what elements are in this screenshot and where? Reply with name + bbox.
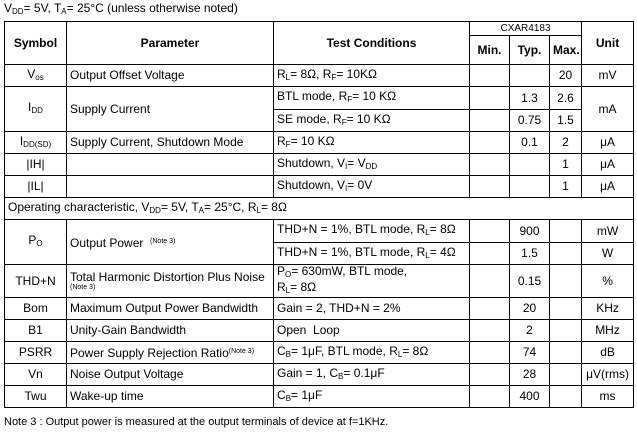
symbol-cell: PSRR [5, 342, 67, 364]
symbol-cell: Vn [5, 364, 67, 386]
parameter-cell [67, 154, 274, 176]
min-cell [470, 243, 510, 265]
min-cell [470, 298, 510, 320]
min-cell [470, 342, 510, 364]
table-row [5, 320, 634, 342]
symbol-cell: $P_O$ [5, 220, 67, 265]
typ-cell: 2 [510, 320, 550, 342]
min-cell [470, 65, 510, 87]
condition-cell: Gain = 1, $C_B= 0.1\mu F$ [274, 364, 470, 386]
unit-cell: μA [582, 132, 634, 154]
header-max: Max. [550, 36, 582, 65]
parameter-cell: Supply Current, Shutdown Mode [67, 132, 274, 154]
parameter-cell: Power Supply Rejection Ratio$^{(Note 3)}$ [67, 342, 274, 364]
min-cell [470, 386, 510, 408]
header-test-conditions: Test Conditions [274, 22, 470, 65]
symbol-cell: $I_{DD(SD)}$ [5, 132, 67, 154]
unit-cell: μV(rms) [582, 364, 634, 386]
section-header-row [5, 198, 634, 220]
parameter-cell: Wake-up time [67, 386, 274, 408]
max-cell [550, 265, 582, 298]
min-cell [470, 265, 510, 298]
max-cell [550, 364, 582, 386]
condition-cell: THD+N = 1%, BTL mode, $R_L= 4\Omega$ [274, 243, 470, 265]
typ-cell: 20 [510, 298, 550, 320]
unit-cell: W [582, 243, 634, 265]
max-cell [550, 386, 582, 408]
table-row [5, 342, 634, 364]
table-row [5, 386, 634, 408]
table-row [5, 265, 634, 298]
symbol-cell: |IH| [5, 154, 67, 176]
min-cell [470, 132, 510, 154]
header-min: Min. [470, 36, 510, 65]
max-cell: 1 [550, 176, 582, 198]
typ-cell [510, 65, 550, 87]
parameter-cell: Supply Current [67, 87, 274, 132]
symbol-cell: |IL| [5, 176, 67, 198]
unit-cell: mA [582, 87, 634, 132]
unit-cell: μA [582, 154, 634, 176]
header-typ: Typ. [510, 36, 550, 65]
condition-cell: $C_B= 1\mu F$ [274, 386, 470, 408]
table-row [5, 176, 634, 198]
typ-cell: 400 [510, 386, 550, 408]
typ-cell: 0.15 [510, 265, 550, 298]
condition-cell: BTL mode, $R_F= 10$ KΩ [274, 87, 470, 110]
max-cell [550, 298, 582, 320]
table-row [5, 132, 634, 154]
unit-cell: dB [582, 342, 634, 364]
max-cell: 20 [550, 65, 582, 87]
table-row [5, 87, 634, 110]
max-cell [550, 243, 582, 265]
typ-cell [510, 176, 550, 198]
conditions-line: $V_{DD}= 5V$, $T_A= 25^\circ C$ (unless otherwise noted) [4, 1, 238, 16]
symbol-cell: Twu [5, 386, 67, 408]
parameter-cell: Total Harmonic Distortion Plus Noise (Note 3) [67, 265, 274, 298]
typ-cell: 0.1 [510, 132, 550, 154]
parameter-cell [67, 176, 274, 198]
typ-cell: 0.75 [510, 110, 550, 132]
min-cell [470, 176, 510, 198]
section-title: Operating characteristic, $V_{DD}= 5V$, $T_A= 25^\circ C$, $R_L= 8\Omega$ [5, 198, 634, 220]
min-cell [470, 320, 510, 342]
unit-cell: mW [582, 220, 634, 243]
header-symbol: Symbol [5, 22, 67, 65]
condition-cell: THD+N = 1%, BTL mode, $R_L= 8\Omega$ [274, 220, 470, 243]
table-row [5, 65, 634, 87]
min-cell [470, 364, 510, 386]
symbol-cell: $V_{os}$ [5, 65, 67, 87]
symbol-cell: $I_{DD}$ [5, 87, 67, 132]
unit-cell: % [582, 265, 634, 298]
min-cell [470, 154, 510, 176]
symbol-cell: Bom [5, 298, 67, 320]
max-cell: 1 [550, 154, 582, 176]
condition-cell: $R_L= 8\Omega$, $R_F= 10K\Omega$ [274, 65, 470, 87]
condition-cell: $P_O= 630mW$, BTL mode, $R_L= 8\Omega$ [274, 265, 470, 298]
electrical-characteristics-table [4, 21, 634, 408]
condition-cell: Shutdown, $V_I= 0V$ [274, 176, 470, 198]
min-cell [470, 87, 510, 110]
unit-cell: ms [582, 386, 634, 408]
unit-cell: KHz [582, 298, 634, 320]
typ-cell: 28 [510, 364, 550, 386]
symbol-cell: B1 [5, 320, 67, 342]
max-cell [550, 220, 582, 243]
parameter-cell: Unity-Gain Bandwidth [67, 320, 274, 342]
header-unit: Unit [582, 22, 634, 65]
table-row [5, 220, 634, 243]
header-parameter: Parameter [67, 22, 274, 65]
unit-cell: μA [582, 176, 634, 198]
min-cell [470, 220, 510, 243]
max-cell [550, 320, 582, 342]
unit-cell: MHz [582, 320, 634, 342]
footnote: Note 3 : Output power is measured at the output terminals of device at f=1KHz. [4, 416, 389, 428]
symbol-cell: THD+N [5, 265, 67, 298]
condition-cell: Gain = 2, THD+N = 2% [274, 298, 470, 320]
typ-cell: 1.5 [510, 243, 550, 265]
condition-cell: $C_B= 1\mu F$, BTL mode, $R_L= 8\Omega$ [274, 342, 470, 364]
typ-cell: 1.3 [510, 87, 550, 110]
header-part-number: CXAR4183 [470, 22, 582, 36]
max-cell: 1.5 [550, 110, 582, 132]
unit-cell: mV [582, 65, 634, 87]
condition-cell: Open Loop [274, 320, 470, 342]
max-cell: 2 [550, 132, 582, 154]
condition-cell: SE mode, $R_F= 10$ KΩ [274, 110, 470, 132]
parameter-cell: Output Offset Voltage [67, 65, 274, 87]
typ-cell: 900 [510, 220, 550, 243]
min-cell [470, 110, 510, 132]
parameter-cell: Output Power $^{(Note 3)}$ [67, 220, 274, 265]
condition-cell: Shutdown, $V_I= V_{DD}$ [274, 154, 470, 176]
max-cell: 2.6 [550, 87, 582, 110]
typ-cell [510, 154, 550, 176]
table-row [5, 154, 634, 176]
parameter-cell: Maximum Output Power Bandwidth [67, 298, 274, 320]
condition-cell: $R_F= 10$ KΩ [274, 132, 470, 154]
table-row [5, 364, 634, 386]
parameter-cell: Noise Output Voltage [67, 364, 274, 386]
typ-cell: 74 [510, 342, 550, 364]
table-row [5, 298, 634, 320]
max-cell [550, 342, 582, 364]
